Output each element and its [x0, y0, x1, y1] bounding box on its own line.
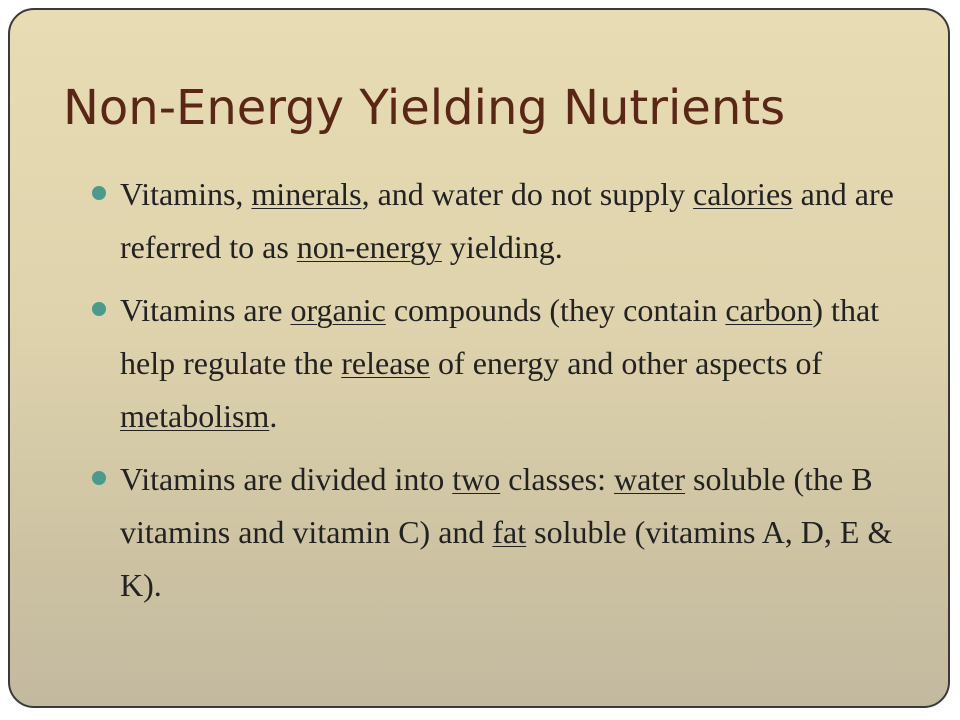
text-run: classes: [500, 461, 614, 497]
underlined-term: two [452, 461, 501, 497]
text-run: , and water do not supply [361, 176, 694, 212]
underlined-term: non-energy [296, 229, 442, 265]
bullet-item-1 [92, 168, 912, 274]
text-run: of energy and other aspects of [430, 345, 823, 381]
bullet-text [120, 292, 879, 434]
underlined-term: carbon [725, 292, 813, 328]
underlined-term: minerals [251, 176, 362, 212]
text-run: ) that help regulate the [120, 292, 880, 381]
bullet-item-3 [92, 453, 912, 612]
underlined-term: release [341, 345, 431, 381]
bullet-marker-icon [92, 471, 106, 485]
bullet-text [120, 176, 894, 265]
text-run: compounds (they contain [385, 292, 726, 328]
bullet-list [92, 168, 912, 622]
text-run: soluble (the B vitamins and vitamin C) and [120, 461, 873, 550]
bullet-text [120, 461, 892, 603]
underlined-term: metabolism [120, 398, 270, 434]
underlined-term: organic [290, 292, 386, 328]
text-run: and are referred to as [120, 176, 894, 265]
text-run: Vitamins are [120, 292, 291, 328]
bullet-marker-icon [92, 302, 106, 316]
text-run: Vitamins, [120, 176, 252, 212]
underlined-term: water [613, 461, 686, 497]
slide-title: Non-Energy Yielding Nutrients [63, 80, 786, 136]
slide [8, 8, 950, 708]
bullet-item-2 [92, 284, 912, 443]
bullet-marker-icon [92, 186, 106, 200]
text-run: Vitamins are divided into [120, 461, 453, 497]
text-run: soluble (vitamins A, D, E & K). [120, 514, 893, 603]
underlined-term: calories [693, 176, 793, 212]
underlined-term: fat [492, 514, 527, 550]
text-run: . [269, 398, 278, 434]
text-run: yielding. [441, 229, 563, 265]
